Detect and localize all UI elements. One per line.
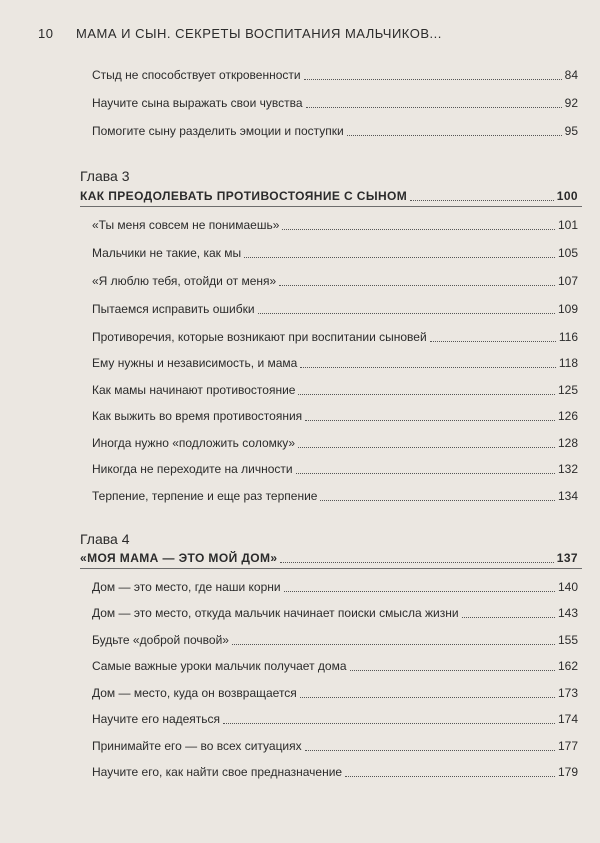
toc-entry-title: Как выжить во время противостояния xyxy=(92,409,303,423)
toc-entry[interactable] xyxy=(92,274,578,288)
dot-leader xyxy=(304,79,562,80)
dot-leader xyxy=(306,107,562,108)
book-title: МАМА И СЫН. СЕКРЕТЫ ВОСПИТАНИЯ МАЛЬЧИКОВ... xyxy=(76,26,442,41)
toc-entry-title: Научите его надеяться xyxy=(92,712,221,726)
toc-entry[interactable] xyxy=(92,462,578,476)
toc-entry[interactable] xyxy=(92,739,578,753)
dot-leader xyxy=(298,394,554,395)
toc-entry-page: 125 xyxy=(557,383,578,397)
toc-entry-title: Научите сына выражать свои чувства xyxy=(92,96,303,110)
chapter-4-label: Глава 4 xyxy=(80,531,130,547)
toc-entry-page: 173 xyxy=(557,686,578,700)
chapter-3-divider xyxy=(80,206,582,207)
toc-entry[interactable] xyxy=(92,124,578,138)
toc-entry[interactable] xyxy=(92,218,578,232)
toc-entry-title: Самые важные уроки мальчик получает дома xyxy=(92,659,347,673)
dot-leader xyxy=(300,367,556,368)
toc-entry-page: 116 xyxy=(558,330,578,344)
toc-entry-page: 92 xyxy=(564,96,578,110)
toc-entry-page: 177 xyxy=(557,739,578,753)
toc-entry-title: «Я люблю тебя, отойди от меня» xyxy=(92,274,277,288)
toc-entry-title: Ему нужны и независимость, и мама xyxy=(92,356,298,370)
chapter-4-page: 137 xyxy=(556,551,578,565)
toc-entry-title: Научите его, как найти свое предназначение xyxy=(92,765,343,779)
toc-entry-title: Стыд не способствует откровенности xyxy=(92,68,301,82)
dot-leader xyxy=(258,313,555,314)
toc-entry-title: Как мамы начинают противостояние xyxy=(92,383,296,397)
dot-leader xyxy=(300,697,555,698)
toc-entry-page: 179 xyxy=(557,765,578,779)
toc-entry-page: 162 xyxy=(557,659,578,673)
toc-entry-title: Мальчики не такие, как мы xyxy=(92,246,242,260)
toc-entry[interactable] xyxy=(92,330,578,344)
chapter-3-label: Глава 3 xyxy=(80,168,130,184)
dot-leader xyxy=(347,135,562,136)
toc-entry-page: 84 xyxy=(564,68,578,82)
toc-entry-title: Пытаемся исправить ошибки xyxy=(92,302,255,316)
toc-entry-title: Дом — это место, откуда мальчик начинает поиски смысла жизни xyxy=(92,606,459,620)
chapter-4-heading[interactable] xyxy=(80,551,578,565)
toc-entry[interactable] xyxy=(92,409,578,423)
dot-leader xyxy=(284,591,555,592)
dot-leader xyxy=(320,500,555,501)
toc-entry[interactable] xyxy=(92,68,578,82)
toc-entry-page: 107 xyxy=(557,274,578,288)
dot-leader xyxy=(462,617,555,618)
toc-entry-page: 140 xyxy=(557,580,578,594)
toc-entry[interactable] xyxy=(92,383,578,397)
toc-entry[interactable] xyxy=(92,765,578,779)
dot-leader xyxy=(279,285,555,286)
chapter-3-title: КАК ПРЕОДОЛЕВАТЬ ПРОТИВОСТОЯНИЕ С СЫНОМ xyxy=(80,189,408,203)
dot-leader xyxy=(350,670,555,671)
toc-entry-page: 134 xyxy=(557,489,578,503)
chapter-4-title: «МОЯ МАМА — ЭТО МОЙ ДОМ» xyxy=(80,551,278,565)
dot-leader xyxy=(430,341,556,342)
toc-entry-page: 118 xyxy=(558,356,578,370)
toc-entry[interactable] xyxy=(92,633,578,647)
toc-entry-page: 105 xyxy=(557,246,578,260)
toc-entry[interactable] xyxy=(92,356,578,370)
dot-leader xyxy=(345,776,555,777)
toc-entry-page: 109 xyxy=(557,302,578,316)
toc-entry-title: Никогда не переходите на личности xyxy=(92,462,293,476)
toc-entry-page: 126 xyxy=(557,409,578,423)
toc-entry[interactable] xyxy=(92,436,578,450)
toc-entry-page: 128 xyxy=(557,436,578,450)
toc-entry[interactable] xyxy=(92,302,578,316)
chapter-4-divider xyxy=(80,568,582,569)
toc-entry[interactable] xyxy=(92,606,578,620)
dot-leader xyxy=(282,229,555,230)
toc-entry-title: Будьте «доброй почвой» xyxy=(92,633,229,647)
toc-entry-title: Принимайте его — во всех ситуациях xyxy=(92,739,302,753)
dot-leader xyxy=(410,200,554,201)
toc-entry-title: Иногда нужно «подложить соломку» xyxy=(92,436,296,450)
toc-entry-page: 95 xyxy=(564,124,578,138)
chapter-3-page: 100 xyxy=(556,189,578,203)
dot-leader xyxy=(280,562,553,563)
dot-leader xyxy=(244,257,555,258)
toc-entry[interactable] xyxy=(92,489,578,503)
toc-entry[interactable] xyxy=(92,96,578,110)
dot-leader xyxy=(305,420,555,421)
toc-entry-page: 174 xyxy=(557,712,578,726)
toc-entry-page: 101 xyxy=(557,218,578,232)
dot-leader xyxy=(298,447,555,448)
toc-entry[interactable] xyxy=(92,712,578,726)
dot-leader xyxy=(223,723,555,724)
toc-entry[interactable] xyxy=(92,580,578,594)
toc-entry-title: Терпение, терпение и еще раз терпение xyxy=(92,489,318,503)
toc-entry[interactable] xyxy=(92,686,578,700)
toc-entry-title: Дом — это место, где наши корни xyxy=(92,580,281,594)
toc-entry-page: 143 xyxy=(557,606,578,620)
toc-entry-title: «Ты меня совсем не понимаешь» xyxy=(92,218,280,232)
dot-leader xyxy=(296,473,555,474)
toc-entry-page: 132 xyxy=(557,462,578,476)
toc-entry-title: Помогите сыну разделить эмоции и поступки xyxy=(92,124,344,138)
running-header xyxy=(38,26,442,41)
toc-entry[interactable] xyxy=(92,659,578,673)
toc-entry-title: Противоречия, которые возникают при воспитании сыновей xyxy=(92,330,427,344)
toc-entry-title: Дом — место, куда он возвращается xyxy=(92,686,297,700)
dot-leader xyxy=(305,750,555,751)
chapter-3-heading[interactable] xyxy=(80,189,578,203)
dot-leader xyxy=(232,644,555,645)
toc-entry-page: 155 xyxy=(557,633,578,647)
toc-entry[interactable] xyxy=(92,246,578,260)
page-number: 10 xyxy=(38,26,54,41)
